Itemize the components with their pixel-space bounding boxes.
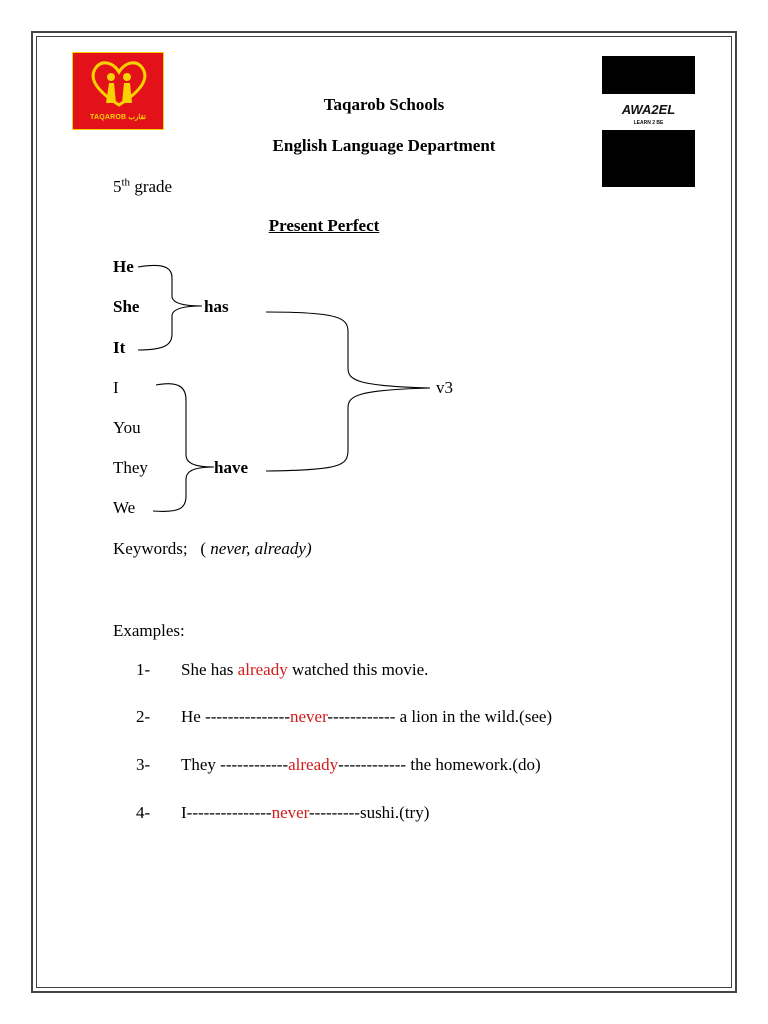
example-4-before: I---------------: [181, 803, 272, 822]
example-3: [181, 755, 541, 775]
example-num-1: 1-: [136, 660, 151, 679]
keywords-open-paren: (: [200, 539, 207, 558]
example-1-after: watched this movie.: [287, 660, 429, 679]
grade-number: 5: [113, 177, 122, 196]
example-num-4: 4-: [136, 803, 151, 822]
example-2-after: ------------ a lion in the wild.(see): [327, 707, 553, 726]
pronoun-we: We: [113, 498, 136, 517]
department-name: English Language Department: [272, 136, 496, 155]
example-3-after: ------------ the homework.(do): [338, 755, 541, 774]
example-4-after: ---------sushi.(try): [309, 803, 430, 822]
grade-suffix: th: [121, 176, 131, 189]
example-4: [181, 803, 429, 823]
example-num-2: 2-: [136, 707, 151, 726]
pronoun-she: She: [113, 297, 140, 316]
logo-right-tagline: LEARN 2 BE: [633, 120, 664, 126]
example-num-3: 3-: [136, 755, 151, 774]
example-2-before: He ---------------: [181, 707, 290, 726]
pronoun-they: They: [113, 458, 148, 477]
grade-word: grade: [134, 177, 173, 196]
pronoun-it: It: [113, 338, 126, 357]
example-2: [181, 707, 552, 727]
result-v3: v3: [436, 378, 453, 397]
logo-right-text: AWA2EL: [621, 102, 676, 117]
example-1-before: She has: [181, 660, 238, 679]
bracket-main: [266, 312, 430, 471]
pronoun-you: You: [113, 418, 141, 437]
example-2-keyword: never: [290, 707, 328, 726]
aux-has: has: [204, 297, 229, 316]
pronoun-he: He: [113, 257, 134, 276]
example-4-keyword: never: [271, 803, 309, 822]
keywords-label: Keywords;: [113, 539, 188, 558]
keywords-line: [113, 539, 312, 559]
examples-label: Examples:: [113, 621, 185, 640]
bracket-group1: [138, 265, 202, 350]
pronoun-i: I: [113, 378, 119, 397]
example-1-keyword: already: [237, 660, 288, 679]
example-3-keyword: already: [288, 755, 339, 774]
example-1: [181, 660, 428, 680]
keywords-values: never, already): [210, 539, 312, 558]
aux-have: have: [214, 458, 248, 477]
school-name: Taqarob Schools: [323, 95, 445, 114]
bracket-group2: [153, 384, 214, 512]
page-title: Present Perfect: [268, 216, 380, 235]
example-3-before: They ------------: [181, 755, 289, 774]
logo-left-text: TAQAROB تقارب: [89, 114, 146, 121]
